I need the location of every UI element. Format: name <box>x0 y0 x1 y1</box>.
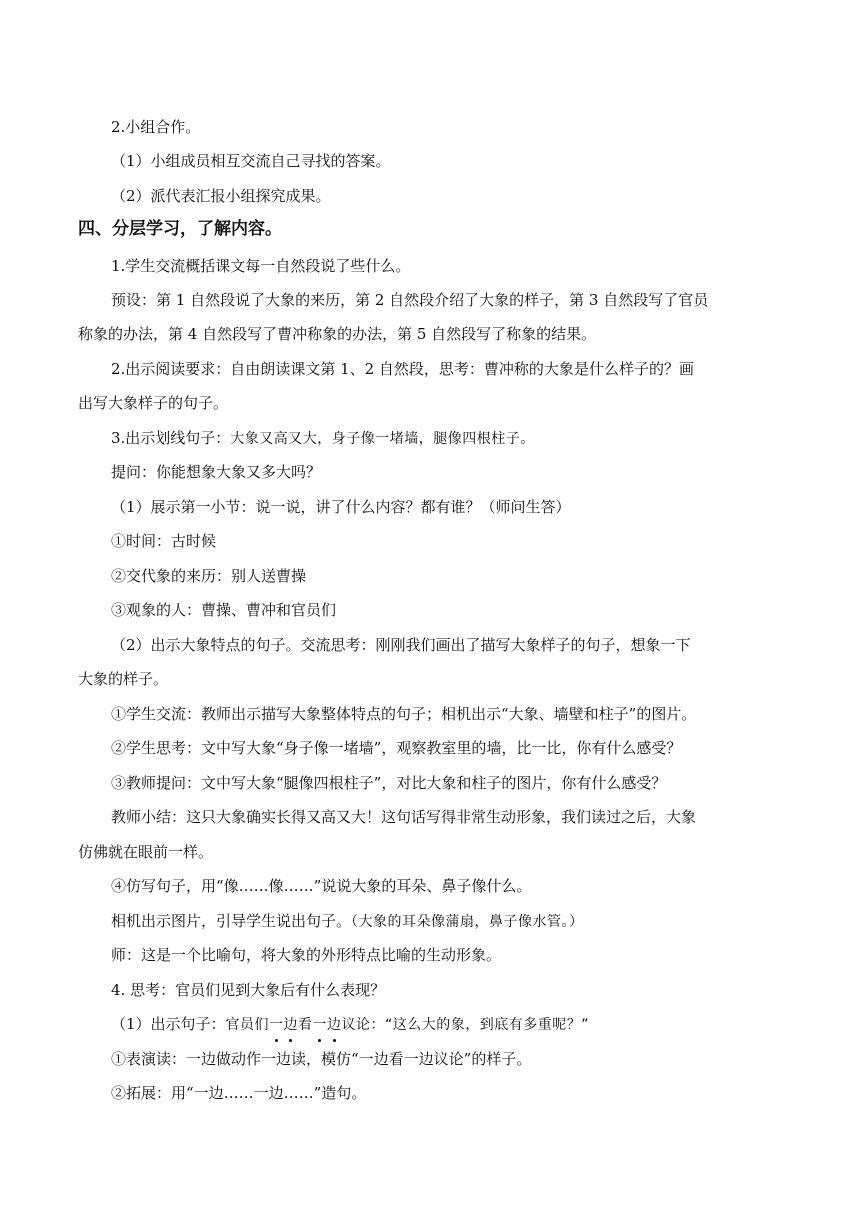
quoted-sentence: 大象又高又大，身子像一堵墙，腿像四根柱子。 <box>230 431 535 447</box>
paragraph: ②学生思考：文中写大象“身子像一堵墙”，观察教室里的墙，比一比，你有什么感受？ <box>111 739 682 757</box>
section-heading: 四、分层学习，了解内容。 <box>78 219 282 239</box>
quoted-sentence <box>226 1017 590 1033</box>
paragraph: 称象的办法，第 4 自然段写了曹冲称象的办法，第 5 自然段写了称象的结果。 <box>78 325 597 343</box>
paragraph: 教师小结：这只大象确实长得又高又大！这句话写得非常生动形象，我们读过之后，大象 <box>111 808 697 826</box>
paragraph: 2.小组合作。 <box>111 118 201 136</box>
paragraph: 大象的样子。 <box>78 670 169 688</box>
paragraph: （1）展示第一小节：说一说，讲了什么内容？都有谁？（师问生答） <box>111 498 571 516</box>
paragraph: 2.出示阅读要求：自由朗读课文第 1、2 自然段，思考：曹冲称的大象是什么样子的？画 <box>111 360 694 378</box>
emphasis-char: 一 <box>269 1014 284 1036</box>
quote-part: 官员们 <box>225 1017 270 1033</box>
paragraph: ①学生交流：教师出示描写大象整体特点的句子；相机出示“大象、墙壁和柱子”的图片。 <box>111 705 697 723</box>
emphasis-char: 一 <box>313 1014 328 1036</box>
paragraph: ③观象的人：曹操、曹冲和官员们 <box>111 601 337 619</box>
paragraph: 1.学生交流概括课文每一自然段说了些什么。 <box>111 257 411 275</box>
paragraph-lead: 3.出示划线句子： <box>111 429 231 447</box>
paragraph: ④仿写句子，用“像……像……”说说大象的耳朵、鼻子像什么。 <box>111 877 532 895</box>
paragraph <box>111 427 535 450</box>
paragraph: ③教师提问：文中写大象“腿像四根柱子”，对比大象和柱子的图片，你有什么感受？ <box>111 774 667 792</box>
paragraph: 师：这是一个比喻句，将大象的外形特点比喻的生动形象。 <box>111 946 502 964</box>
paragraph: （1）小组成员相互交流自己寻找的答案。 <box>111 152 391 170</box>
paragraph: 预设：第 1 自然段说了大象的来历，第 2 自然段介绍了大象的样子，第 3 自然段写了官员 <box>111 291 709 309</box>
paragraph: ②拓展：用“一边……一边……”造句。 <box>111 1084 367 1102</box>
paragraph: ②交代象的来历：别人送曹操 <box>111 567 307 585</box>
paragraph: 4. 思考：官员们见到大象后有什么表现？ <box>111 981 386 999</box>
paragraph: （2）出示大象特点的句子。交流思考：刚刚我们画出了描写大象样子的句子，想象一下 <box>111 636 691 654</box>
paragraph <box>111 1013 589 1036</box>
emphasis-char: 边 <box>327 1014 342 1036</box>
paragraph: 出写大象样子的句子。 <box>78 394 229 412</box>
paragraph: 仿佛就在眼前一样。 <box>78 843 214 861</box>
paragraph: ①表演读：一边做动作一边读，模仿“一边看一边议论”的样子。 <box>111 1050 532 1068</box>
emphasis-char: 边 <box>284 1014 299 1036</box>
paragraph: ①时间：古时候 <box>111 532 217 550</box>
paragraph: （2）派代表汇报小组探究成果。 <box>111 187 331 205</box>
example-sentence: （大象的耳朵像蒲扇，鼻子像水管。） <box>351 914 584 930</box>
paragraph <box>111 910 584 933</box>
paragraph-lead: 相机出示图片，引导学生说出句子。 <box>111 912 352 930</box>
quote-part: 议论：“这么大的象，到底有多重呢？” <box>341 1017 590 1033</box>
quote-part: 看 <box>298 1017 313 1033</box>
paragraph-lead: （1）出示句子： <box>111 1015 226 1033</box>
paragraph: 提问：你能想象大象又多大吗？ <box>111 463 322 481</box>
